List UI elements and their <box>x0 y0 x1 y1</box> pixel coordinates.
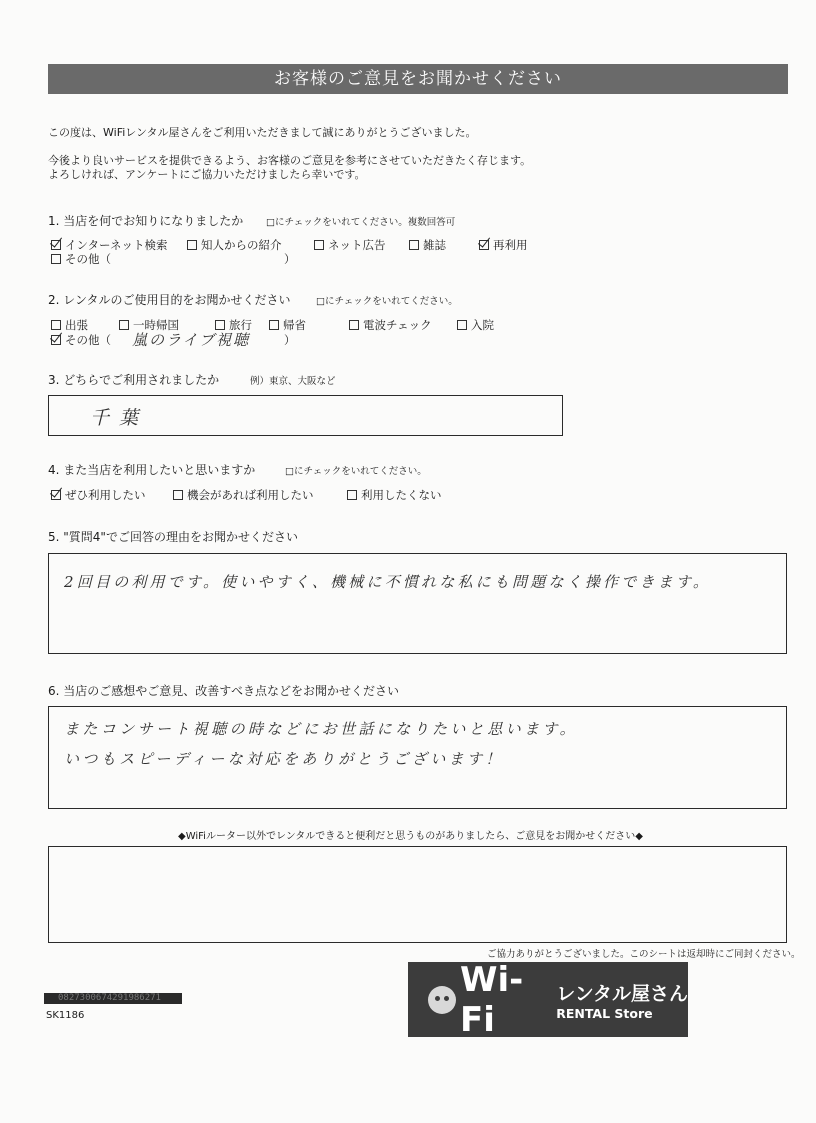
q1-option-internet-search[interactable]: インターネット検索 <box>51 237 167 253</box>
q5-title: 5. "質問4"でご回答の理由をお聞かせください <box>48 530 298 544</box>
return-instructions: ご協力ありがとうございました。このシートは返却時にご同封ください。 <box>487 949 801 960</box>
checkbox[interactable] <box>173 490 183 500</box>
checkbox[interactable] <box>349 320 359 330</box>
q4-option-no[interactable]: 利用したくない <box>347 487 442 503</box>
sheet-code: SK1186 <box>46 1010 85 1021</box>
q1-option-referral[interactable]: 知人からの紹介 <box>187 237 282 253</box>
logo-wifi-text: Wi-Fi <box>460 959 524 1040</box>
logo-brand-name: レンタル屋さん <box>556 982 688 1005</box>
q2-other-handwritten-answer: 嵐のライブ視聴 <box>132 331 251 349</box>
checkbox[interactable] <box>51 320 61 330</box>
survey-title: お客様のご意見をお聞かせください <box>48 64 788 94</box>
mascot-icon <box>428 986 456 1014</box>
q1-option-other[interactable]: その他（ <box>51 251 111 267</box>
checkbox[interactable] <box>409 240 419 250</box>
q6-handwritten-answer-line2: いつもスピーディーな対応をありがとうございます！ <box>64 750 504 768</box>
q7-title: ◆WiFiルーター以外でレンタルできると便利だと思うものがありましたら、ご意見をお聞かせください◆ <box>178 831 643 842</box>
q4-option-if-chance[interactable]: 機会があれば利用したい <box>173 487 314 503</box>
q5-handwritten-answer: 2回目の利用です。使いやすく、機械に不慣れな私にも問題なく操作できます。 <box>64 573 712 591</box>
q4-note: □にチェックをいれてください。 <box>285 466 427 477</box>
redacted-tracking-number: 0827300674291986271 <box>44 993 182 1004</box>
q3-handwritten-answer: 千葉 <box>90 407 149 429</box>
q7-answer-box[interactable] <box>48 846 787 943</box>
q2-option-signal-check[interactable]: 電波チェック <box>349 317 432 333</box>
q2-other-close: ） <box>284 333 296 347</box>
checkbox[interactable] <box>314 240 324 250</box>
q1-other-close: ） <box>284 252 296 266</box>
q2-option-travel[interactable]: 旅行 <box>215 317 252 333</box>
q1-option-web-ad[interactable]: ネット広告 <box>314 237 386 253</box>
checkbox-checked[interactable] <box>479 240 489 250</box>
q2-option-temporary-return[interactable]: 一時帰国 <box>119 317 179 333</box>
checkbox-checked[interactable] <box>51 240 61 250</box>
checkbox-checked[interactable] <box>51 490 61 500</box>
logo-subtitle: RENTAL Store <box>556 1005 653 1021</box>
q1-note: □にチェックをいれてください。複数回答可 <box>266 217 456 228</box>
q2-note: □にチェックをいれてください。 <box>316 296 458 307</box>
q3-title: 3. どちらでご利用されましたか <box>48 373 220 387</box>
checkbox-checked[interactable] <box>51 335 61 345</box>
q1-option-reuse[interactable]: 再利用 <box>479 237 528 253</box>
intro-purpose: 今後より良いサービスを提供できるよう、お客様のご意見を参考にさせていただきたく存じます。 <box>48 154 532 167</box>
checkbox[interactable] <box>269 320 279 330</box>
intro-request: よろしければ、アンケートにご協力いただけましたら幸いです。 <box>48 168 366 181</box>
q2-title: 2. レンタルのご使用目的をお聞かせください <box>48 293 291 307</box>
checkbox[interactable] <box>187 240 197 250</box>
intro-thanks: この度は、WiFiレンタル屋さんをご利用いただきまして誠にありがとうございました。 <box>48 126 477 139</box>
q3-note: 例）東京、大阪など <box>250 376 336 387</box>
q6-title: 6. 当店のご感想やご意見、改善すべき点などをお聞かせください <box>48 684 400 698</box>
q1-option-magazine[interactable]: 雑誌 <box>409 237 446 253</box>
checkbox[interactable] <box>51 254 61 264</box>
brand-logo <box>408 959 688 1040</box>
q1-title: 1. 当店を何でお知りになりましたか <box>48 214 244 228</box>
q6-handwritten-answer-line1: またコンサート視聴の時などにお世話になりたいと思います。 <box>64 720 579 738</box>
q2-option-other[interactable]: その他（ <box>51 332 111 348</box>
q5-answer-box[interactable] <box>48 553 787 654</box>
q2-option-homecoming[interactable]: 帰省 <box>269 317 306 333</box>
q2-option-hospital[interactable]: 入院 <box>457 317 494 333</box>
q4-title: 4. また当店を利用したいと思いますか <box>48 463 256 477</box>
q2-option-business-trip[interactable]: 出張 <box>51 317 88 333</box>
checkbox[interactable] <box>119 320 129 330</box>
checkbox[interactable] <box>347 490 357 500</box>
q4-option-definitely[interactable]: ぜひ利用したい <box>51 487 146 503</box>
checkbox[interactable] <box>457 320 467 330</box>
